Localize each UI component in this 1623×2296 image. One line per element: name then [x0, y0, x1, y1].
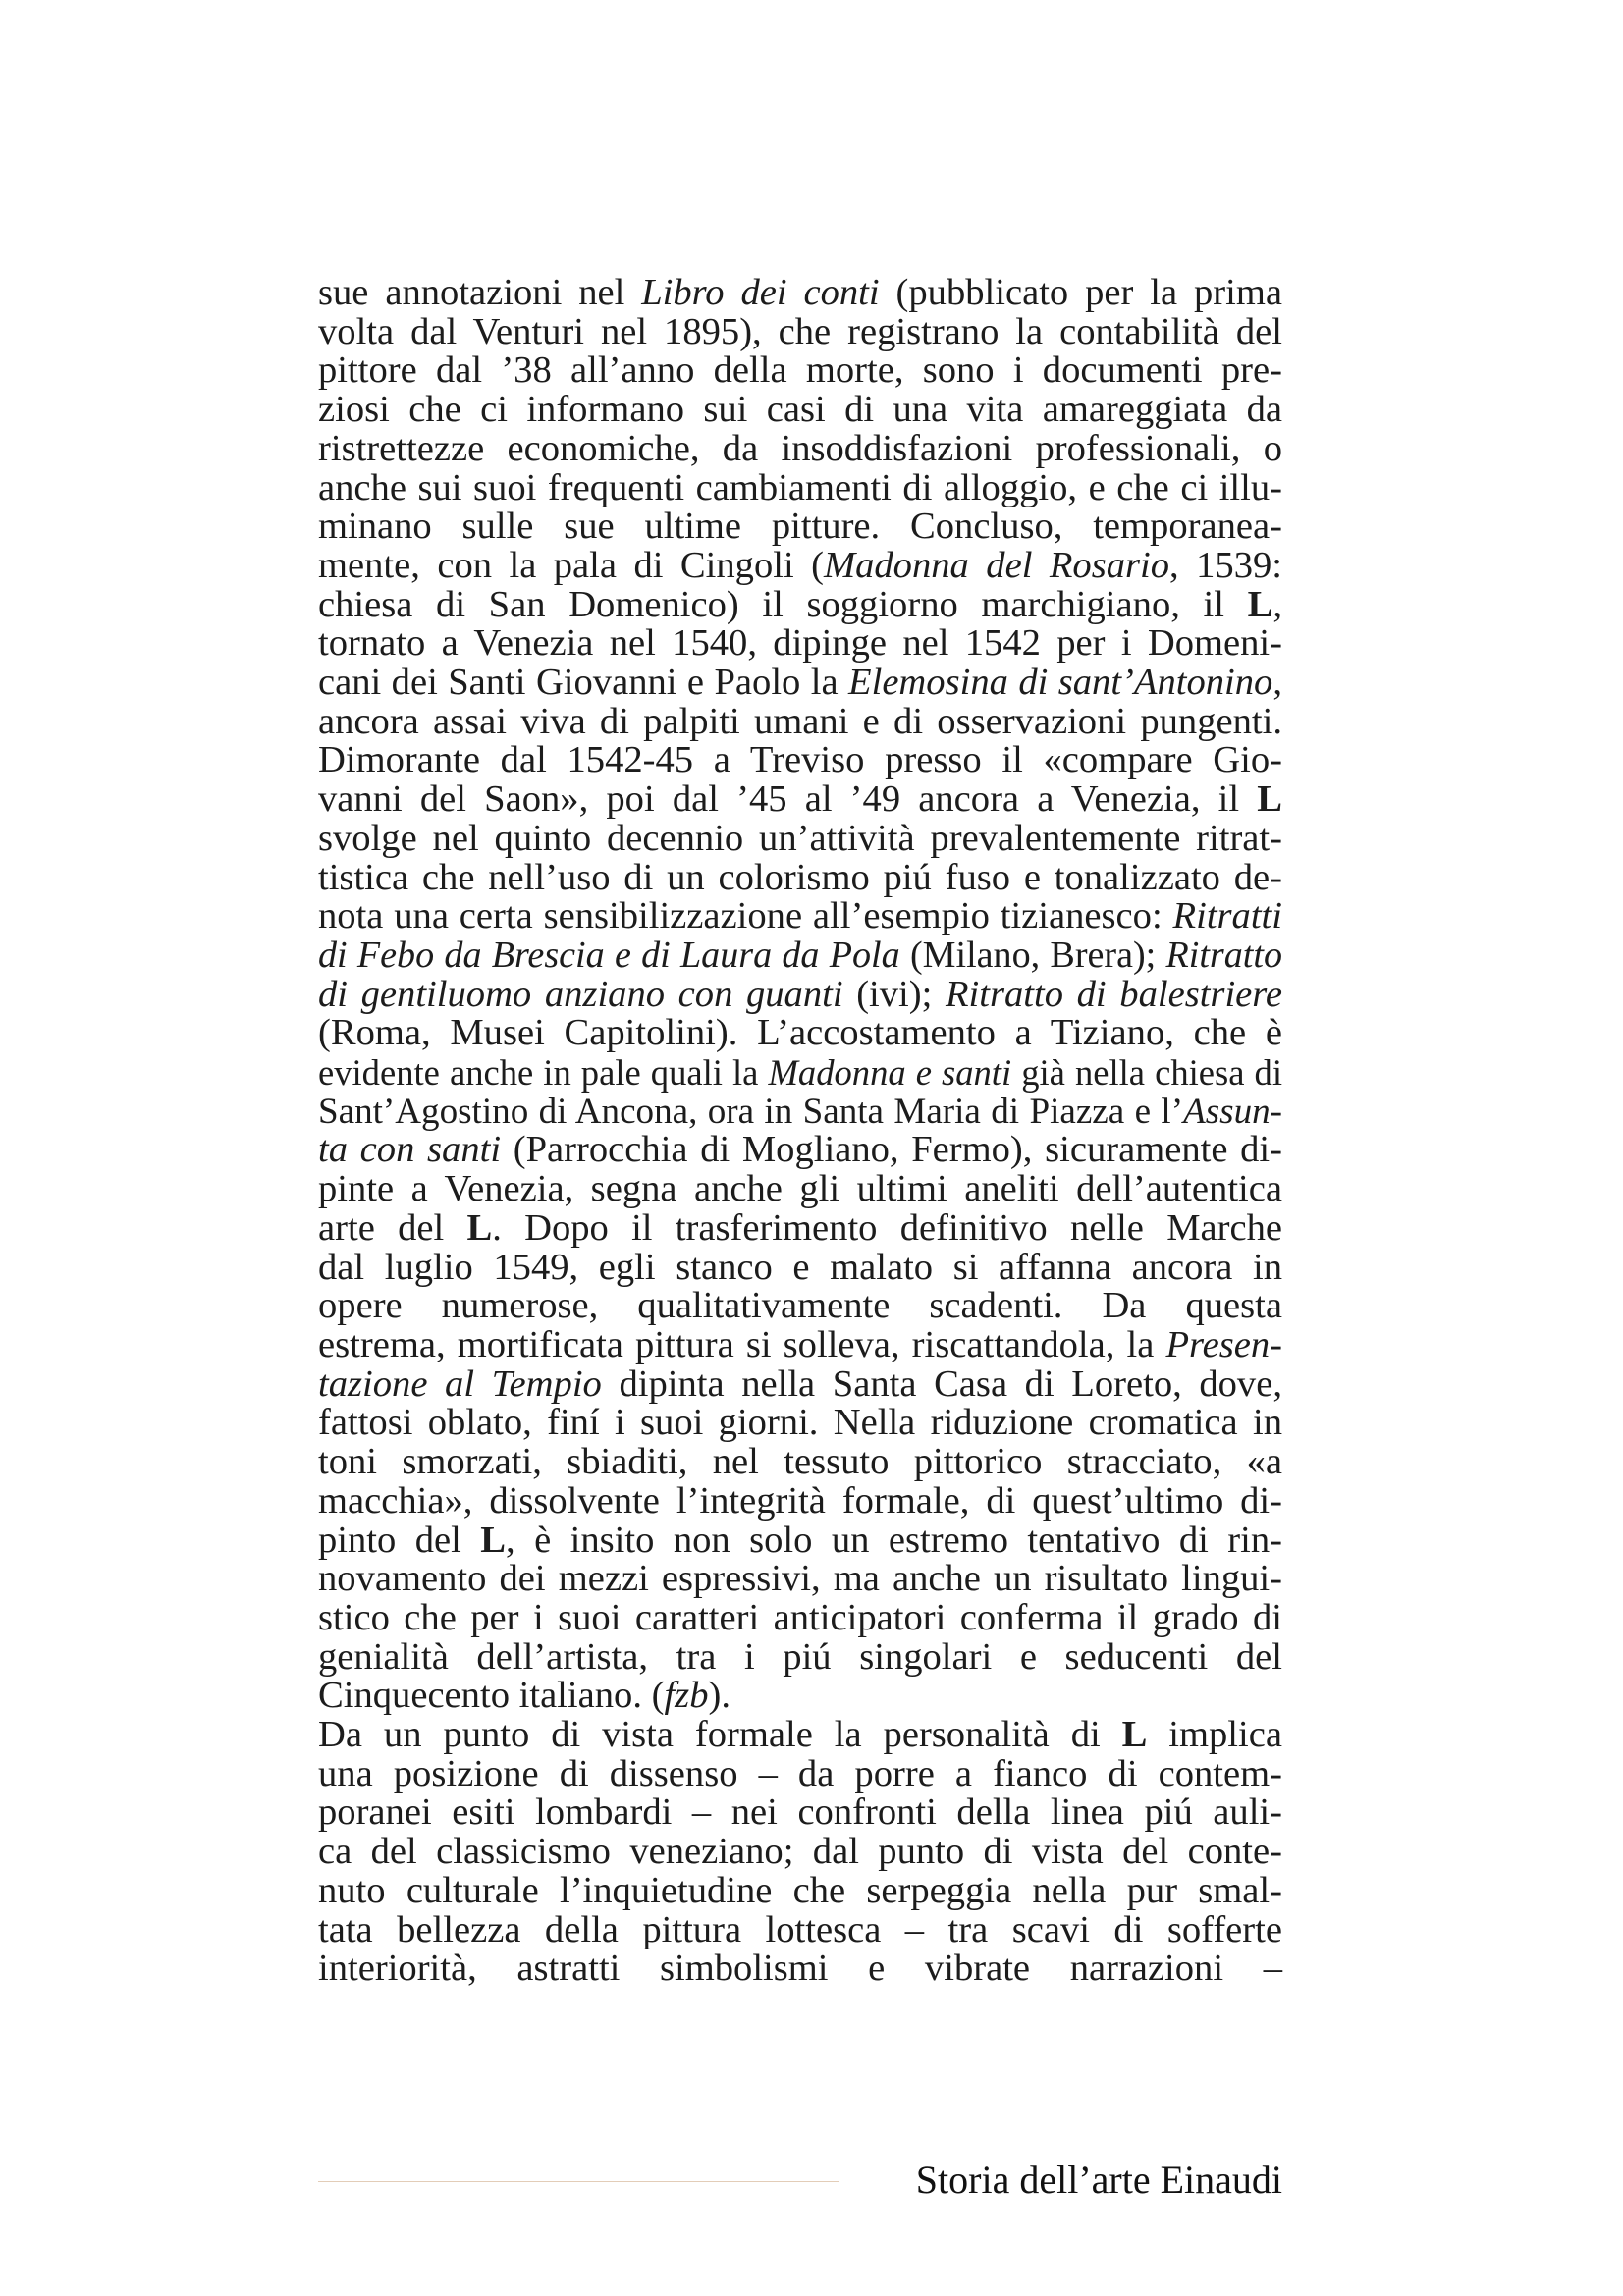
body-text — [318, 274, 1282, 1989]
text-run: , 1539: — [1169, 544, 1282, 586]
text-run: Cinquecento italiano. ( — [318, 1675, 665, 1717]
italic-title: Elemosina di sant’Antonino — [848, 662, 1273, 704]
text-run: novamento dei mezzi espressivi, ma anche un risultato lingui- — [318, 1558, 1282, 1600]
text-line — [318, 1793, 1282, 1833]
text-line — [318, 544, 1282, 586]
text-run: implica — [1147, 1714, 1282, 1756]
text-run: Sant’Agostino di Ancona, ora in Santa Maria di Piazza e l’ — [318, 1091, 1184, 1132]
italic-title: di gentiluomo anziano con guanti — [318, 973, 843, 1015]
italic-title: di Febo da Brescia e di Laura da Pola — [318, 934, 900, 976]
text-run: (ivi); — [842, 973, 946, 1015]
text-line — [318, 1206, 1282, 1249]
italic-title: Assun- — [1183, 1091, 1282, 1132]
text-run: ca del classicismo veneziano; dal punto di vista del conte- — [318, 1831, 1282, 1873]
text-line — [318, 1908, 1282, 1950]
text-run: ancora assai viva di palpiti umani e di osservazioni pungenti. — [318, 700, 1282, 742]
text-line — [318, 1635, 1282, 1678]
italic-title: Ritratto — [1165, 934, 1282, 976]
text-line — [318, 741, 1282, 780]
text-run: minano sulle sue ultime pitture. Concluso, temporanea- — [318, 506, 1282, 548]
text-run: toni smorzati, sbiaditi, nel tessuto pittorico stracciato, «a — [318, 1441, 1282, 1483]
text-run: opere numerose, qualitativamente scadenti. Da questa — [318, 1285, 1282, 1327]
text-run: , è insito non solo un estremo tentativo di rin- — [506, 1519, 1282, 1561]
text-run: ziosi che ci informano sui casi di una vita amareggiata da — [318, 389, 1282, 431]
text-run: fattosi oblato, finí i suoi giorni. Nella riduzione cromatica in — [318, 1402, 1282, 1444]
text-line — [318, 310, 1282, 352]
text-line — [318, 1014, 1282, 1053]
text-line — [318, 1246, 1282, 1288]
text-line — [318, 1596, 1282, 1638]
text-run: evidente anche in pale quali la — [318, 1052, 769, 1094]
text-run: (Milano, Brera); — [899, 934, 1166, 976]
text-line — [318, 856, 1282, 898]
text-line — [318, 624, 1282, 664]
text-line — [318, 1323, 1282, 1365]
text-line — [318, 897, 1282, 936]
text-line — [318, 664, 1282, 703]
text-run: cani dei Santi Giovanni e Paolo la — [318, 662, 849, 704]
text-run: tornato a Venezia nel 1540, dipinge nel 1542 per i Domeni- — [318, 622, 1282, 665]
text-line — [318, 1833, 1282, 1872]
text-run: una posizione di dissenso – da porre a fianco di contem- — [318, 1752, 1282, 1794]
text-run: ). — [708, 1675, 730, 1717]
author-abbrev: L — [466, 1206, 493, 1249]
text-run: estrema, mortificata pittura si solleva, riscattandola, la — [318, 1323, 1166, 1365]
text-run: stico che per i suoi caratteri anticipatori conferma il grado di — [318, 1596, 1282, 1638]
italic-title: Libro dei conti — [641, 272, 880, 313]
text-line — [318, 351, 1282, 391]
text-run: nota una certa sensibilizzazione all’esempio tizianesco: — [318, 895, 1173, 937]
paragraph — [318, 274, 1282, 1716]
text-line — [318, 274, 1282, 313]
text-line — [318, 1560, 1282, 1599]
text-run: anche sui suoi frequenti cambiamenti di alloggio, e che ci illu- — [318, 466, 1282, 508]
italic-title: Madonna e santi — [768, 1052, 1012, 1094]
italic-title: Ritratti — [1172, 895, 1282, 937]
text-line — [318, 1093, 1282, 1132]
text-line — [318, 427, 1282, 469]
text-run: pinto del — [318, 1519, 481, 1561]
text-run: tistica che nell’uso di un colorismo piú fuso e tonalizzato de- — [318, 856, 1282, 898]
text-line — [318, 1716, 1282, 1755]
text-run: Dimorante dal 1542-45 a Treviso presso il «compare Gio- — [318, 739, 1282, 781]
text-run: , — [1272, 662, 1282, 704]
italic-title: Presen- — [1165, 1323, 1282, 1365]
text-run: dipinta nella Santa Casa di Loreto, dove, — [601, 1362, 1282, 1405]
italic-title: Madonna del Rosario — [823, 544, 1170, 586]
text-line — [318, 1287, 1282, 1326]
text-run: tata bellezza della pittura lottesca – tra scavi di sofferte — [318, 1908, 1282, 1950]
text-run: volta dal Venturi nel 1895), che registrano la contabilità del — [318, 310, 1282, 352]
text-line — [318, 1752, 1282, 1794]
text-line — [318, 936, 1282, 976]
text-line — [318, 1443, 1282, 1482]
italic-title: Ritratto di balestriere — [945, 973, 1282, 1015]
text-run: già nella chiesa di — [1011, 1052, 1282, 1094]
text-line — [318, 507, 1282, 547]
text-run: interiorità, astratti simbolismi e vibrate narrazioni – — [318, 1948, 1282, 1990]
text-line — [318, 1053, 1282, 1093]
text-line — [318, 973, 1282, 1015]
footer-title: Storia dell’arte Einaudi — [915, 2158, 1282, 2202]
author-abbrev: L — [480, 1519, 507, 1561]
text-run: . Dopo il trasferimento definitivo nelle Marche — [492, 1206, 1282, 1249]
text-run: (Parrocchia di Mogliano, Fermo), sicuramente di- — [501, 1129, 1282, 1171]
footer-rule — [318, 2181, 839, 2182]
text-run: vanni del Saon», poi dal ’45 al ’49 ancora a Venezia, il — [318, 778, 1258, 821]
text-line — [318, 1170, 1282, 1209]
text-line — [318, 1677, 1282, 1716]
text-line — [318, 466, 1282, 508]
text-run: arte del — [318, 1206, 467, 1249]
text-line — [318, 780, 1282, 820]
author-abbrev: L — [1257, 778, 1282, 821]
author-abbrev: L — [1121, 1714, 1148, 1756]
text-line — [318, 1404, 1282, 1443]
text-run: (Roma, Musei Capitolini). L’accostamento a Tiziano, che è — [318, 1012, 1282, 1054]
text-run: dal luglio 1549, egli stanco e malato si affanna ancora in — [318, 1246, 1282, 1288]
italic-title: ta con santi — [318, 1129, 502, 1171]
author-abbrev: L — [1247, 583, 1273, 625]
page-footer — [318, 2158, 1282, 2207]
text-line — [318, 700, 1282, 742]
text-run: chiesa di San Domenico) il soggiorno marchigiano, il — [318, 583, 1248, 625]
text-run: pinte a Venezia, segna anche gli ultimi aneliti dell’autentica — [318, 1168, 1282, 1210]
text-run: ristrettezze economiche, da insoddisfazioni professionali, o — [318, 427, 1282, 469]
text-line — [318, 1519, 1282, 1561]
text-line — [318, 391, 1282, 430]
text-run: nuto culturale l’inquietudine che serpeggia nella pur smal- — [318, 1869, 1282, 1911]
paragraph — [318, 1716, 1282, 1989]
italic-title: tazione al Tempio — [318, 1362, 602, 1405]
text-run: , — [1272, 583, 1282, 625]
italic-title: fzb — [664, 1675, 709, 1717]
text-line — [318, 1479, 1282, 1522]
text-run: Da un punto di vista formale la personalità di — [318, 1714, 1122, 1756]
text-line — [318, 1362, 1282, 1405]
text-run: sue annotazioni nel — [318, 272, 642, 313]
text-run: poranei esiti lombardi – nei confronti della linea piú auli- — [318, 1791, 1282, 1834]
text-line — [318, 817, 1282, 859]
text-run: mente, con la pala di Cingoli ( — [318, 544, 824, 586]
text-line — [318, 583, 1282, 625]
text-run: (pubblicato per la prima — [879, 272, 1282, 313]
text-line — [318, 1869, 1282, 1911]
text-line — [318, 1949, 1282, 1989]
text-run: macchia», dissolvente l’integrità formale, di quest’ultimo di- — [318, 1479, 1282, 1522]
text-run: genialità dell’artista, tra i piú singolari e seducenti del — [318, 1635, 1282, 1678]
text-run: pittore dal ’38 all’anno della morte, sono i documenti pre- — [318, 349, 1282, 392]
text-line — [318, 1131, 1282, 1170]
text-run: svolge nel quinto decennio un’attività prevalentemente ritrat- — [318, 817, 1282, 859]
